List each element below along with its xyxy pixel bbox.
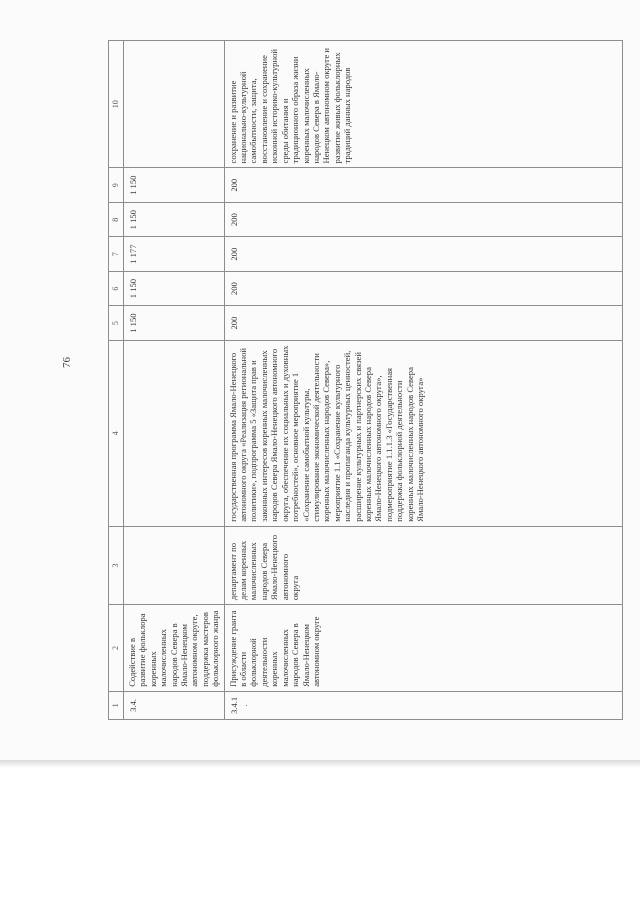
- result-cell: сохранение и развитие национально-культурной самобытности, защита, восстановление и сохранение исконной историко-культурной среды обитания и традиционного образа жизни коренных малочисленных народов Севера в Ямало-Ненецком автономном округе и развитие живых фольклорных традиций данных народов: [224, 41, 622, 168]
- row-number: 3.4.: [124, 691, 225, 719]
- header-cell: 5: [109, 306, 124, 340]
- table-row: [224, 41, 622, 720]
- responsible-cell: [124, 526, 225, 604]
- value-cell: 1 150: [124, 271, 225, 305]
- rotated-table-wrapper: [108, 40, 623, 720]
- value-cell: 200: [224, 168, 622, 202]
- header-cell: 4: [109, 340, 124, 526]
- header-cell: 3: [109, 526, 124, 604]
- header-cell: 6: [109, 271, 124, 305]
- header-cell: 7: [109, 237, 124, 271]
- table-header-row: [109, 41, 124, 720]
- row-number: 3.4.1.: [224, 691, 622, 719]
- program-cell: [124, 340, 225, 526]
- value-cell: 200: [224, 202, 622, 236]
- header-cell: 2: [109, 605, 124, 692]
- activity-cell: Содействие в развитие фольклора коренных малочисленных народов Севера в Ямало-Ненецком автономном округе, поддержка мастеров фольклорного жанра: [124, 605, 225, 692]
- header-cell: 8: [109, 202, 124, 236]
- program-table: [108, 40, 623, 720]
- value-cell: 1 150: [124, 306, 225, 340]
- header-cell: 1: [109, 691, 124, 719]
- responsible-cell: департамент по делам коренных малочисленных народов Севера Ямало-Ненецкого автономного округа: [224, 526, 622, 604]
- program-cell: государственная программа Ямало-Ненецкого автономного округа «Реализация региональной политики», подпрограмма 5 «Защита прав и законных интересов коренных малочисленных народов Севера Ямало-Ненецкого автономного округа, обеспечение их социальных и духовных потребностей», основное мероприятие 1 «Сохранение самобытной культуры, стимулирование экономической деятельности коренных малочисленных народов Севера», мероприятие 1.1 «Сохранение культурного наследия и пропаганда культурных ценностей, расширение культурных и партнерских связей коренных малочисленных народов Севера Ямало-Ненецкого автономного округа», подмероприятие 1.1.1.3 «Государственная поддержка фольклорной деятельности коренных малочисленных народов Севера Ямало-Ненецкого автономного округа»: [224, 340, 622, 526]
- header-cell: 10: [109, 41, 124, 168]
- result-cell: [124, 41, 225, 168]
- value-cell: 1 150: [124, 202, 225, 236]
- scan-edge-shadow: [0, 760, 640, 768]
- page-number: 76: [61, 357, 73, 368]
- value-cell: 200: [224, 271, 622, 305]
- activity-cell: Присуждение гранта в области фольклорной деятельности коренных малочисленных народов Севера в Ямало-Ненецком автономном округе: [224, 605, 622, 692]
- header-cell: 9: [109, 168, 124, 202]
- value-cell: 200: [224, 306, 622, 340]
- value-cell: 1 150: [124, 168, 225, 202]
- value-cell: 200: [224, 237, 622, 271]
- value-cell: 1 177: [124, 237, 225, 271]
- table-row: [124, 41, 225, 720]
